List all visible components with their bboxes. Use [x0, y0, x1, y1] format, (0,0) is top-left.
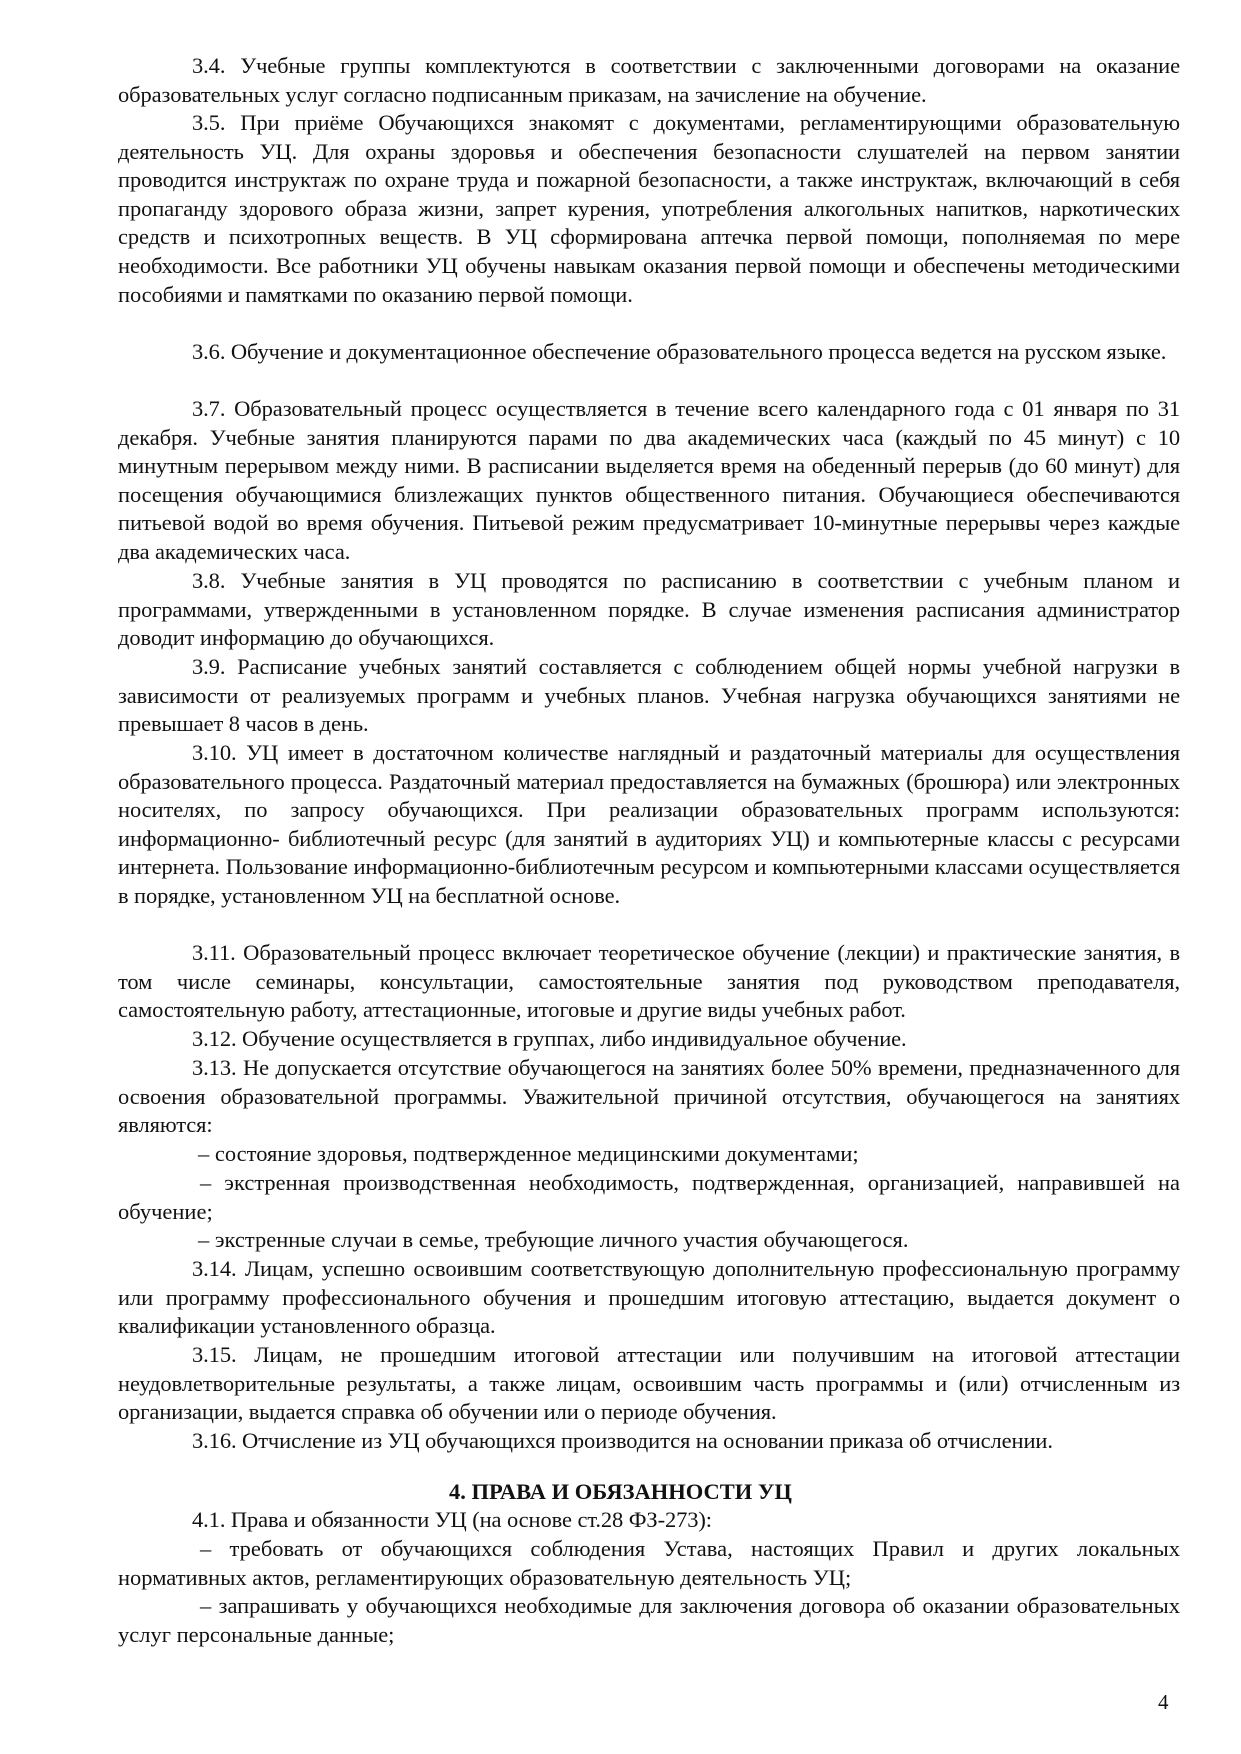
paragraph-number: 3.8. — [192, 568, 226, 593]
list-item — [118, 1592, 1180, 1649]
page-number: 4 — [1158, 1690, 1169, 1714]
list-item-text: – запрашивать у обучающихся необходимые для заключения договора об оказании образовательных услуг персональные данные; — [118, 1593, 1180, 1647]
paragraph-text: Расписание учебных занятий составляется с соблюдением общей нормы учебной нагрузки в зависимости от реализуемых программ и учебных планов. Учебная нагрузка обучающихся занятиями не превышает 8 часов в день. — [118, 654, 1180, 737]
paragraph-number: 3.6. — [192, 339, 226, 364]
paragraph-text: Лицам, успешно освоившим соответствующую дополнительную профессиональную программу или программу профессионального обучения и прошедшим итоговую аттестацию, выдается документ о квалификации установленного образца. — [118, 1256, 1180, 1339]
paragraph-text: Образовательный процесс включает теоретическое обучение (лекции) и практические занятия, в том числе семинары, консультации, самостоятельные занятия под руководством преподавателя, самостоятельную работу, аттестационные, итоговые и другие виды учебных работ. — [118, 940, 1181, 1023]
paragraph-3-5 — [118, 109, 1180, 309]
paragraph-4-1 — [118, 1506, 1180, 1535]
paragraph-text: Учебные группы комплектуются в соответствии с заключенными договорами на оказание образовательных услуг согласно подписанным приказам, на зачисление на обучение. — [118, 53, 1180, 107]
paragraph-number: 3.7. — [192, 396, 226, 421]
paragraph-3-12 — [118, 1025, 1180, 1054]
paragraph-3-13 — [118, 1054, 1180, 1140]
paragraph-text: 4.1. Права и обязанности УЦ (на основе ст.28 ФЗ-273): — [192, 1507, 712, 1532]
list-item-text: – экстренная производственная необходимость, подтвержденная, организацией, направившей на обучение; — [118, 1170, 1180, 1224]
paragraph-number: 3.14. — [192, 1256, 237, 1281]
paragraph-text: Учебные занятия в УЦ проводятся по расписанию в соответствии с учебным планом и программами, утвержденными в установленном порядке. В случае изменения расписания администратор доводит информацию до обучающихся. — [118, 568, 1181, 651]
list-item-text: – требовать от обучающихся соблюдения Устава, настоящих Правил и других локальных нормативных актов, регламентирующих образовательную деятельность УЦ; — [118, 1536, 1180, 1590]
paragraph-number: 3.10. — [192, 740, 237, 765]
paragraph-3-10 — [118, 739, 1180, 911]
paragraph-number: 3.5. — [192, 110, 226, 135]
paragraph-text: Отчисление из УЦ обучающихся производится на основании приказа об отчислении. — [242, 1428, 1053, 1453]
list-item — [118, 1140, 1180, 1169]
paragraph-3-11 — [118, 939, 1180, 1025]
paragraph-text: Образовательный процесс осуществляется в течение всего календарного года с 01 января по 31 декабря. Учебные занятия планируются парами по два академических часа (каждый по 45 минут) с 10 минутным перерывом между ними. В расписании выделяется время на обеденный перерыв (до 60 минут) для посещения обучающимися близлежащих пунктов общественного питания. Обучающиеся обеспечиваются питьевой водой во время обучения. Питьевой режим предусматривает 10-минутные перерывы через каждые два академических часа. — [118, 396, 1180, 564]
paragraph-text: При приёме Обучающихся знакомят с документами, регламентирующими образовательную деятельность УЦ. Для охраны здоровья и обеспечения безопасности слушателей на первом занятии проводится инструктаж по охране труда и пожарной безопасности, а также инструктаж, включающий в себя пропаганду здорового образа жизни, запрет курения, употребления алкогольных напитков, наркотических средств и психотропных веществ. В УЦ сформирована аптечка первой помощи, пополняемая по мере необходимости. Все работники УЦ обучены навыкам оказания первой помощи и обеспечены методическими пособиями и памятками по оказанию первой помощи. — [118, 110, 1180, 307]
paragraph-number: 3.9. — [192, 654, 226, 679]
paragraph-number: 3.4. — [192, 53, 226, 78]
paragraph-3-8 — [118, 567, 1180, 653]
paragraph-3-6 — [118, 338, 1180, 367]
paragraph-text: Лицам, не прошедшим итоговой аттестации или получившим на итоговой аттестации неудовлетворительные результаты, а также лицам, освоившим часть программы и (или) отчисленным из организации, выдается справка об обучении или о периоде обучения. — [118, 1342, 1180, 1425]
paragraph-number: 3.13. — [192, 1055, 237, 1080]
paragraph-number: 3.16. — [192, 1428, 237, 1453]
paragraph-3-15 — [118, 1341, 1180, 1427]
paragraph-3-16 — [118, 1427, 1180, 1456]
list-item — [118, 1535, 1180, 1592]
paragraph-text: Не допускается отсутствие обучающегося на занятиях более 50% времени, предназначенного для освоения образовательной программы. Уважительной причиной отсутствия, обучающегося на занятиях являются: — [118, 1055, 1181, 1138]
paragraph-3-7 — [118, 395, 1180, 567]
paragraph-3-9 — [118, 653, 1180, 739]
paragraph-3-4 — [118, 52, 1180, 109]
paragraph-number: 3.11. — [192, 940, 236, 965]
paragraph-3-14 — [118, 1255, 1180, 1341]
paragraph-number: 3.12. — [192, 1026, 237, 1051]
list-item — [118, 1169, 1180, 1226]
paragraph-text: Обучение и документационное обеспечение образовательного процесса ведется на русском языке. — [230, 339, 1167, 364]
paragraph-text: УЦ имеет в достаточном количестве наглядный и раздаточный материалы для осуществления образовательного процесса. Раздаточный материал предоставляется на бумажных (брошюра) или электронных носителях, по запросу обучающихся. При реализации образовательных программ используются: информационно- библиотечный ресурс (для занятий в аудиториях УЦ) и компьютерные классы с ресурсами интернета. Пользование информационно-библиотечным ресурсом и компьютерными классами осуществляется в порядке, установленном УЦ на бесплатной основе. — [118, 740, 1180, 908]
list-item-text: – экстренные случаи в семье, требующие личного участия обучающегося. — [198, 1227, 909, 1252]
paragraph-number: 3.15. — [192, 1342, 237, 1367]
section-heading: 4. ПРАВА И ОБЯЗАННОСТИ УЦ — [449, 1479, 792, 1504]
paragraph-text: Обучение осуществляется в группах, либо индивидуальное обучение. — [242, 1026, 907, 1051]
list-item — [118, 1226, 1180, 1255]
list-item-text: – состояние здоровья, подтвержденное медицинскими документами; — [198, 1141, 859, 1166]
